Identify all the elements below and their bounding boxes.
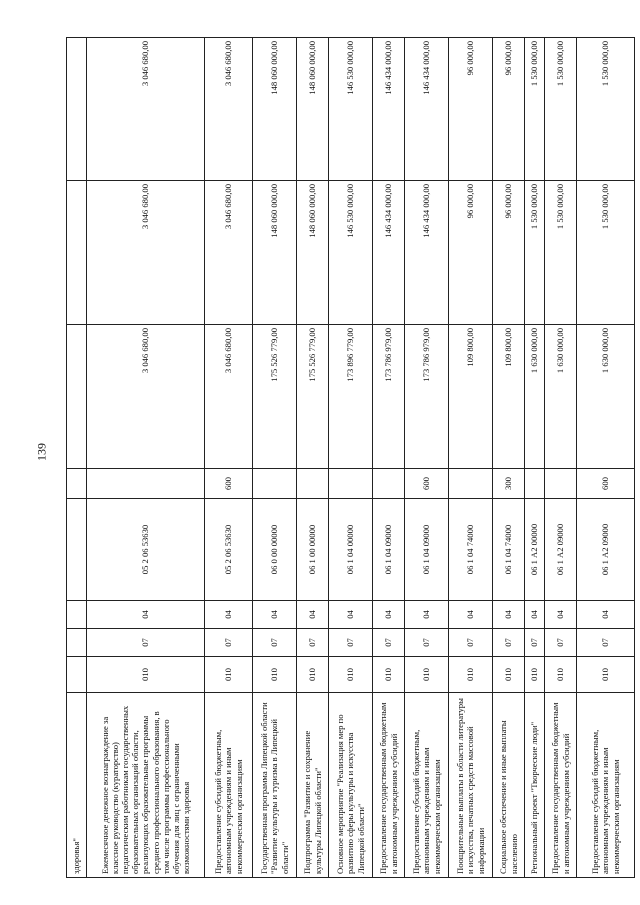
table-row <box>253 38 297 878</box>
row-pr: 04 <box>373 601 405 629</box>
row-pr: 04 <box>545 601 577 629</box>
row-rz: 07 <box>405 629 449 657</box>
row-cs: 06 1 А2 09000 <box>545 499 577 601</box>
table-row <box>67 38 87 878</box>
row-rz: 07 <box>545 629 577 657</box>
row-kbk: 010 <box>493 657 525 693</box>
row-y2: 3 046 680,00 <box>87 181 205 325</box>
row-y1: 1 630 000,00 <box>545 325 577 469</box>
row-y2: 1 530 000,00 <box>545 181 577 325</box>
row-y1: 109 800,00 <box>449 325 493 469</box>
row-y3: 96 000,00 <box>493 38 525 181</box>
row-vr: 300 <box>493 469 525 499</box>
row-y3: 146 434 000,00 <box>373 38 405 181</box>
budget-table <box>66 37 635 878</box>
row-pr: 04 <box>525 601 545 629</box>
row-name: Государственная программа Липецкой области "Развитие культуры и туризма в Липецкой области" <box>253 693 297 878</box>
row-kbk: 010 <box>405 657 449 693</box>
row-rz: 07 <box>329 629 373 657</box>
row-y1: 1 630 000,00 <box>525 325 545 469</box>
row-rz: 07 <box>87 629 205 657</box>
row-kbk: 010 <box>329 657 373 693</box>
row-name: Предоставление субсидий бюджетным, автономным учреждениям и иным некоммерческим организациям <box>205 693 253 878</box>
row-pr: 04 <box>297 601 329 629</box>
row-y3: 146 434 000,00 <box>405 38 449 181</box>
row-vr: 600 <box>205 469 253 499</box>
row-rz: 07 <box>449 629 493 657</box>
row-rz: 07 <box>577 629 635 657</box>
table-row <box>449 38 493 878</box>
table-row <box>545 38 577 878</box>
row-y1 <box>67 325 87 469</box>
row-rz: 07 <box>253 629 297 657</box>
rotated-page <box>66 38 621 878</box>
row-y2: 3 046 680,00 <box>205 181 253 325</box>
row-vr <box>253 469 297 499</box>
row-y1: 173 786 979,00 <box>373 325 405 469</box>
row-rz: 07 <box>373 629 405 657</box>
row-y3 <box>67 38 87 181</box>
row-cs: 06 1 04 00000 <box>329 499 373 601</box>
row-kbk: 010 <box>253 657 297 693</box>
row-pr: 04 <box>87 601 205 629</box>
row-vr: 600 <box>577 469 635 499</box>
row-pr: 04 <box>577 601 635 629</box>
row-y2: 96 000,00 <box>493 181 525 325</box>
row-pr: 04 <box>405 601 449 629</box>
row-cs: 06 1 00 00000 <box>297 499 329 601</box>
table-row <box>405 38 449 878</box>
row-pr: 04 <box>205 601 253 629</box>
row-y1: 109 800,00 <box>493 325 525 469</box>
row-kbk <box>67 657 87 693</box>
row-rz: 07 <box>297 629 329 657</box>
row-rz: 07 <box>205 629 253 657</box>
row-name: Предоставление государственным бюджетным и автономным учреждениям субсидий <box>373 693 405 878</box>
budget-table-area <box>66 38 621 878</box>
row-cs: 06 1 А2 00000 <box>525 499 545 601</box>
row-name: Предоставление государственным бюджетным и автономным учреждениям субсидий <box>545 693 577 878</box>
row-y1: 175 526 779,00 <box>297 325 329 469</box>
row-pr: 04 <box>493 601 525 629</box>
row-cs: 06 1 04 74000 <box>449 499 493 601</box>
row-cs <box>67 499 87 601</box>
row-y3: 3 046 680,00 <box>205 38 253 181</box>
row-pr: 04 <box>253 601 297 629</box>
row-name: Региональный проект "Творческие люди" <box>525 693 545 878</box>
row-y2: 148 060 000,00 <box>297 181 329 325</box>
row-kbk: 010 <box>449 657 493 693</box>
row-kbk: 010 <box>297 657 329 693</box>
row-y3: 1 530 000,00 <box>577 38 635 181</box>
row-kbk: 010 <box>577 657 635 693</box>
row-kbk: 010 <box>525 657 545 693</box>
row-vr <box>329 469 373 499</box>
row-name: Ежемесячное денежное вознаграждение за классное руководство (кураторство) педагогическим работникам государственных образовательных организаций области, реализующих образовательные программы среднего профессионального образования, в том числе программы профессионального обучения для лиц с ограниченными возможностями здоровья <box>87 693 205 878</box>
table-row <box>577 38 635 878</box>
row-kbk: 010 <box>87 657 205 693</box>
row-rz: 07 <box>493 629 525 657</box>
table-row <box>373 38 405 878</box>
row-name: Подпрограмма "Развитие и сохранение культуры Липецкой области" <box>297 693 329 878</box>
row-vr: 600 <box>405 469 449 499</box>
table-row <box>329 38 373 878</box>
row-y3: 146 530 000,00 <box>329 38 373 181</box>
row-rz <box>67 629 87 657</box>
row-name: Предоставление субсидий бюджетным, автономным учреждениям и иным некоммерческим организациям <box>577 693 635 878</box>
row-cs: 05 2 06 53630 <box>205 499 253 601</box>
row-y2: 146 434 000,00 <box>373 181 405 325</box>
row-kbk: 010 <box>373 657 405 693</box>
row-name: Предоставление субсидий бюджетным, автономным учреждениям и иным некоммерческим организациям <box>405 693 449 878</box>
row-vr <box>373 469 405 499</box>
row-vr <box>545 469 577 499</box>
row-name: Социальное обеспечение и иные выплаты населению <box>493 693 525 878</box>
table-row <box>493 38 525 878</box>
table-row <box>297 38 329 878</box>
row-y1: 175 526 779,00 <box>253 325 297 469</box>
row-y2: 146 530 000,00 <box>329 181 373 325</box>
row-y2 <box>67 181 87 325</box>
row-y1: 173 786 979,00 <box>405 325 449 469</box>
row-cs: 06 1 04 74000 <box>493 499 525 601</box>
row-vr <box>449 469 493 499</box>
row-y1: 173 896 779,00 <box>329 325 373 469</box>
row-y2: 1 530 000,00 <box>577 181 635 325</box>
table-row <box>87 38 205 878</box>
row-name: Поощрительные выплаты в области литературы и искусства, печатных средств массовой информации <box>449 693 493 878</box>
row-y2: 146 434 000,00 <box>405 181 449 325</box>
row-vr <box>297 469 329 499</box>
row-cs: 06 1 04 09000 <box>405 499 449 601</box>
row-y2: 1 530 000,00 <box>525 181 545 325</box>
row-vr <box>67 469 87 499</box>
row-y3: 148 060 000,00 <box>297 38 329 181</box>
row-y2: 148 060 000,00 <box>253 181 297 325</box>
row-pr: 04 <box>329 601 373 629</box>
row-y3: 1 530 000,00 <box>525 38 545 181</box>
row-kbk: 010 <box>545 657 577 693</box>
row-vr <box>525 469 545 499</box>
row-name: Основное мероприятие "Реализация мер по развитию сферы культуры и искусства Липецкой области" <box>329 693 373 878</box>
table-row <box>205 38 253 878</box>
row-cs: 06 1 04 09000 <box>373 499 405 601</box>
table-row <box>525 38 545 878</box>
row-y2: 96 000,00 <box>449 181 493 325</box>
row-cs: 05 2 06 53630 <box>87 499 205 601</box>
row-pr: 04 <box>449 601 493 629</box>
page-number: 139 <box>34 443 49 461</box>
row-y3: 1 530 000,00 <box>545 38 577 181</box>
row-kbk: 010 <box>205 657 253 693</box>
row-cs: 06 0 00 00000 <box>253 499 297 601</box>
row-cs: 06 1 А2 09000 <box>577 499 635 601</box>
row-y1: 3 046 680,00 <box>87 325 205 469</box>
row-y3: 96 000,00 <box>449 38 493 181</box>
row-y3: 3 046 680,00 <box>87 38 205 181</box>
row-y1: 3 046 680,00 <box>205 325 253 469</box>
row-y1: 1 630 000,00 <box>577 325 635 469</box>
row-name: здоровья" <box>67 693 87 878</box>
row-y3: 148 060 000,00 <box>253 38 297 181</box>
row-rz: 07 <box>525 629 545 657</box>
row-vr <box>87 469 205 499</box>
row-pr <box>67 601 87 629</box>
